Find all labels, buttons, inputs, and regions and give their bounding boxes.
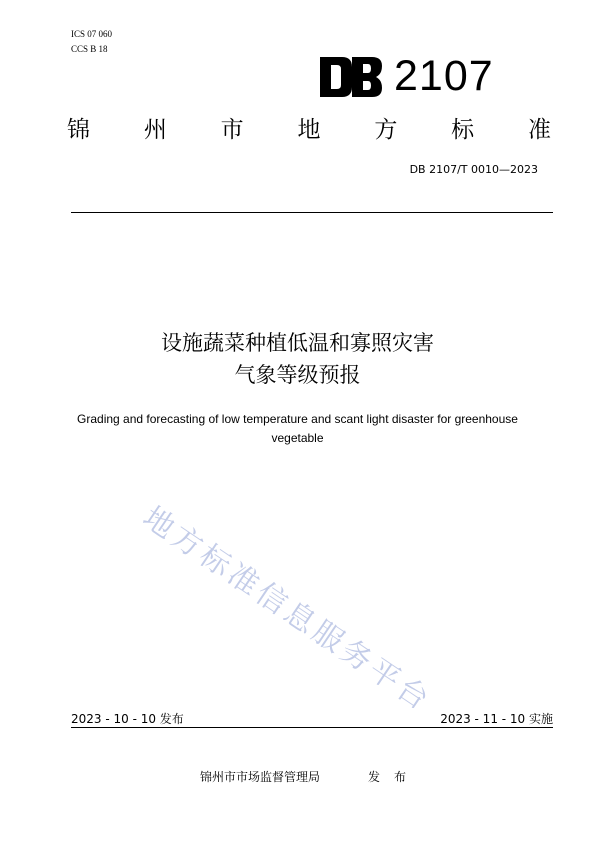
standard-type-char: 地 <box>297 117 321 143</box>
chinese-title-line: 气象等级预报 <box>234 363 361 387</box>
ics-code: ICS 07 060 <box>71 29 113 39</box>
standard-type-char: 方 <box>374 117 398 143</box>
standard-type-char: 市 <box>220 117 244 143</box>
db-logo <box>318 57 384 97</box>
publish-date: 2023 - 10 - 10 发布 <box>71 712 184 726</box>
top-divider <box>71 212 553 213</box>
english-title <box>0 410 595 448</box>
bottom-divider <box>71 727 553 728</box>
standard-type-title <box>67 116 551 144</box>
ccs-code: CCS B 18 <box>71 44 108 54</box>
standard-type-char: 标 <box>451 117 475 143</box>
db-logo-mark <box>320 57 382 97</box>
db-code: 2107 <box>394 52 494 100</box>
standard-type-char: 准 <box>527 117 551 143</box>
standard-type-char: 州 <box>143 117 167 143</box>
standard-type-char: 锦 <box>67 117 90 143</box>
english-title-text: Grading and forecasting of low temperature and scant light disaster for greenhouse vegetable <box>77 412 518 445</box>
issuer-name: 锦州市市场监督管理局 <box>200 770 321 784</box>
chinese-title-line: 设施蔬菜种植低温和寡照灾害 <box>161 331 434 355</box>
watermark: 地方标准信息服务平台 <box>136 500 438 720</box>
implement-date: 2023 - 11 - 10 实施 <box>440 712 553 726</box>
standard-number: DB 2107/T 0010—2023 <box>409 163 538 176</box>
issue-label: 发布 <box>368 770 421 784</box>
chinese-title <box>0 327 595 391</box>
